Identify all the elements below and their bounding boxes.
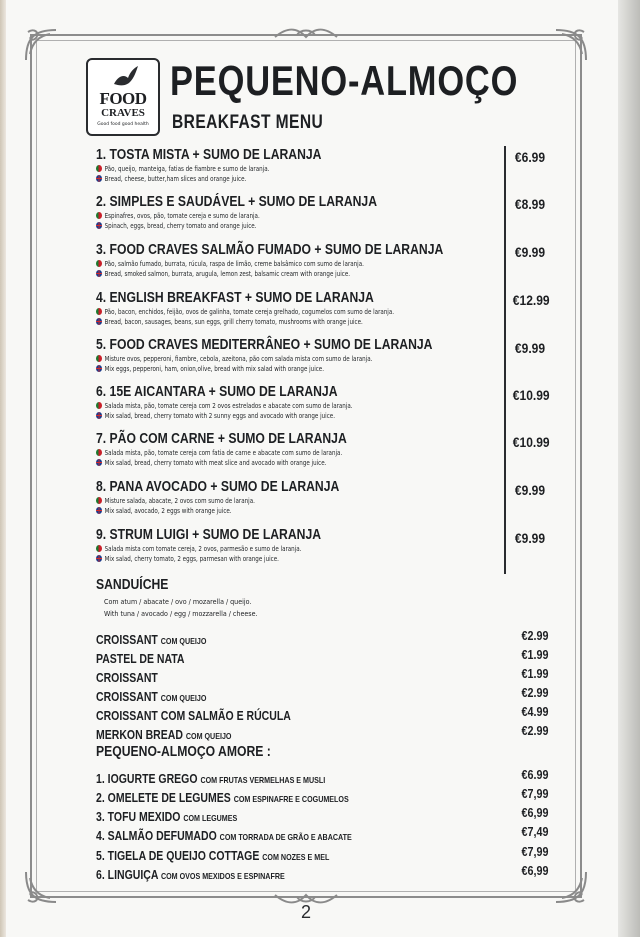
- item-description-en: Mix salad, bread, cherry tomato with 2 sunny eggs and avocado with orange juice.: [104, 410, 335, 420]
- uk-flag-icon: [96, 318, 102, 325]
- amore-item-extra: COM NOZES E MEL: [262, 852, 330, 862]
- item-name: FOOD CRAVES SALMÃO FUMADO: [109, 242, 311, 258]
- item-description-pt: Salada mista com tomate cereja, 2 ovos, parmesão e sumo de laranja.: [104, 544, 302, 553]
- pastry-name: CROISSANT: [96, 671, 158, 685]
- amore-item-name: 6. LINGUIÇA: [96, 868, 159, 882]
- pastry-extra: COM QUEIJO: [185, 731, 232, 741]
- item-name: 15E AICANTARA: [109, 384, 206, 400]
- amore-row: [96, 787, 456, 807]
- item-number: 4.: [96, 290, 107, 306]
- menu-item: [96, 431, 496, 467]
- item-description-en: Bread, smoked salmon, burrata, arugula, lemon zest, balsamic cream with orange juice.: [104, 268, 351, 278]
- item-price: €9.99: [514, 244, 546, 260]
- pastry-name: MERKON BREAD: [96, 728, 183, 742]
- item-extra: + SUMO DE LARANJA: [208, 384, 338, 400]
- sanduiche-options-pt: Com atum / abacate / ovo / mozarella / queijo.: [104, 597, 252, 606]
- page-edge-shadow: [618, 0, 640, 937]
- page-title: PEQUENO-ALMOÇO: [170, 57, 519, 104]
- item-price: €12.99: [512, 292, 550, 308]
- price-column-divider: [504, 146, 506, 574]
- top-flourish-icon: [271, 23, 341, 45]
- item-extra: + SUMO DE LARANJA: [210, 479, 340, 495]
- uk-flag-icon: [96, 175, 102, 182]
- uk-flag-icon: [96, 412, 102, 419]
- item-extra: + SUMO DE LARANJA: [192, 527, 322, 543]
- menu-item: [96, 384, 496, 420]
- item-description-en: Mix salad, avocado, 2 eggs with orange juice.: [104, 505, 232, 515]
- menu-item: [96, 147, 496, 183]
- pastry-price: €2.99: [521, 686, 549, 700]
- item-number: 3.: [96, 242, 107, 258]
- item-description-pt: Pão, bacon, enchidos, feijão, ovos de galinha, tomate cereja grelhado, cogumelos com sumo de laranja.: [104, 307, 395, 316]
- amore-item-price: €7,99: [521, 845, 549, 859]
- pastry-price: €4.99: [521, 705, 549, 719]
- item-price: €9.99: [514, 340, 546, 356]
- amore-item-extra: COM TORRADA DE GRÃO E ABACATE: [219, 832, 352, 842]
- portugal-flag-icon: [96, 260, 102, 267]
- amore-title: PEQUENO-ALMOÇO AMORE :: [96, 744, 271, 760]
- item-price: €6.99: [514, 149, 546, 165]
- portugal-flag-icon: [96, 212, 102, 219]
- uk-flag-icon: [96, 555, 102, 562]
- sanduiche-options-en: With tuna / avocado / egg / mozzarella / cheese.: [104, 609, 258, 618]
- item-name: PÃO COM CARNE: [109, 431, 215, 447]
- sanduiche-title: SANDUÍCHE: [96, 577, 169, 593]
- amore-item-name: 3. TOFU MEXIDO: [96, 810, 181, 824]
- portugal-flag-icon: [96, 497, 102, 504]
- item-description-en: Bread, bacon, sausages, beans, sun eggs, grill cherry tomato, mushrooms with orange juice.: [104, 316, 363, 326]
- corner-flourish-icon: [550, 24, 592, 66]
- pastry-name: CROISSANT: [96, 633, 158, 647]
- uk-flag-icon: [96, 507, 102, 514]
- portugal-flag-icon: [96, 402, 102, 409]
- amore-row: [96, 806, 456, 826]
- item-name: TOSTA MISTA: [109, 147, 190, 163]
- item-description-pt: Pão, queijo, manteiga, fatias de fiambre e sumo de laranja.: [104, 164, 270, 173]
- item-extra: + SUMO DE LARANJA: [303, 337, 433, 353]
- amore-row: [96, 768, 456, 788]
- logo-word-food: FOOD: [99, 89, 147, 108]
- item-price: €9.99: [514, 530, 546, 546]
- portugal-flag-icon: [96, 355, 102, 362]
- item-number: 8.: [96, 479, 107, 495]
- corner-flourish-icon: [20, 24, 62, 66]
- portugal-flag-icon: [96, 545, 102, 552]
- corner-flourish-icon: [20, 866, 62, 908]
- uk-flag-icon: [96, 222, 102, 229]
- portugal-flag-icon: [96, 165, 102, 172]
- item-extra: + SUMO DE LARANJA: [217, 431, 347, 447]
- item-number: 6.: [96, 384, 107, 400]
- item-description-pt: Misture ovos, pepperoni, fiambre, cebola, azeitona, pão com salada mista com sumo de laranja.: [104, 354, 373, 363]
- pastry-row: [96, 724, 456, 744]
- pastry-name: CROISSANT: [96, 690, 158, 704]
- amore-row: [96, 845, 456, 865]
- menu-item: [96, 337, 496, 373]
- menu-item: [96, 194, 496, 230]
- page-number: 2: [300, 902, 311, 922]
- pastry-row: [96, 686, 456, 706]
- portugal-flag-icon: [96, 449, 102, 456]
- item-name: SIMPLES E SAUDÁVEL: [109, 194, 245, 210]
- item-name: STRUM LUIGI: [109, 527, 189, 543]
- item-extra: + SUMO DE LARANJA: [192, 147, 322, 163]
- item-name: FOOD CRAVES MEDITERRÂNEO: [109, 337, 301, 353]
- item-price: €8.99: [514, 196, 546, 212]
- item-name: PANA AVOCADO: [109, 479, 207, 495]
- pastry-name: PASTEL DE NATA: [96, 652, 185, 666]
- item-price: €10.99: [512, 387, 550, 403]
- logo-word-craves: CRAVES: [101, 107, 145, 119]
- amore-item-price: €6,99: [521, 864, 549, 878]
- amore-item-price: €6.99: [521, 768, 549, 782]
- uk-flag-icon: [96, 459, 102, 466]
- menu-item: [96, 479, 496, 515]
- amore-item-extra: COM ESPINAFRE E COGUMELOS: [233, 794, 349, 804]
- menu-item: [96, 290, 496, 326]
- uk-flag-icon: [96, 365, 102, 372]
- item-description-en: Bread, cheese, butter,ham slices and orange juice.: [104, 173, 247, 183]
- item-description-en: Mix eggs, pepperoni, ham, onion,olive, bread with mix salad with orange juice.: [104, 363, 325, 373]
- pastry-price: €2.99: [521, 724, 549, 738]
- item-number: 2.: [96, 194, 107, 210]
- item-number: 1.: [96, 147, 107, 163]
- pastry-row: [96, 629, 456, 649]
- item-number: 7.: [96, 431, 107, 447]
- amore-item-extra: COM OVOS MEXIDOS E ESPINAFRE: [160, 871, 285, 881]
- item-description-en: Mix salad, cherry tomato, 2 eggs, parmesan with orange juice.: [104, 553, 279, 563]
- amore-item-price: €7,99: [521, 787, 549, 801]
- corner-flourish-icon: [550, 866, 592, 908]
- item-price: €10.99: [512, 434, 550, 450]
- pastry-row: [96, 667, 456, 687]
- item-number: 5.: [96, 337, 107, 353]
- menu-item: [96, 242, 496, 278]
- uk-flag-icon: [96, 270, 102, 277]
- amore-item-name: 2. OMELETE DE LEGUMES: [96, 791, 231, 805]
- amore-item-price: €7,49: [521, 825, 549, 839]
- item-name: ENGLISH BREAKFAST: [109, 290, 242, 306]
- amore-item-price: €6,99: [521, 806, 549, 820]
- pastry-row: [96, 648, 456, 668]
- item-price: €9.99: [514, 482, 546, 498]
- item-description-pt: Pão, salmão fumado, burrata, rúcula, raspa de limão, creme balsâmico com sumo de laranja.: [104, 259, 364, 268]
- food-craves-logo: [86, 58, 160, 136]
- item-extra: + SUMO DE LARANJA: [244, 290, 374, 306]
- logo-tagline: Good food good health: [97, 122, 149, 127]
- item-description-pt: Misture salada, abacate, 2 ovos com sumo de laranja.: [104, 496, 255, 505]
- amore-item-extra: COM LEGUMES: [183, 813, 238, 823]
- item-extra: + SUMO DE LARANJA: [248, 194, 377, 210]
- amore-row: [96, 864, 456, 884]
- item-description-pt: Salada mista, pão, tomate cereja com 2 ovos estrelados e abacate com sumo de laranja.: [104, 401, 353, 410]
- pastry-price: €1.99: [521, 667, 549, 681]
- amore-row: [96, 825, 456, 845]
- item-description-pt: Espinafres, ovos, pão, tomate cereja e sumo de laranja.: [104, 211, 260, 220]
- amore-item-name: 1. IOGURTE GREGO: [96, 772, 198, 786]
- pastry-extra: COM QUEIJO: [160, 636, 207, 646]
- item-description-pt: Salada mista, pão, tomate cereja com fatia de carne e abacate com sumo de laranja.: [104, 448, 343, 457]
- pastry-extra: COM QUEIJO: [160, 693, 207, 703]
- menu-item: [96, 527, 496, 563]
- pastry-price: €2.99: [521, 629, 549, 643]
- portugal-flag-icon: [96, 308, 102, 315]
- item-extra: + SUMO DE LARANJA: [314, 242, 444, 258]
- pastry-row: [96, 705, 456, 725]
- amore-item-extra: COM FRUTAS VERMELHAS E MUSLI: [200, 775, 326, 785]
- page-subtitle: BREAKFAST MENU: [172, 112, 324, 133]
- item-description-en: Spinach, eggs, bread, cherry tomato and orange juice.: [104, 220, 257, 230]
- item-number: 9.: [96, 527, 107, 543]
- amore-item-name: 4. SALMÃO DEFUMADO: [96, 829, 217, 843]
- pastry-name: CROISSANT COM SALMÃO E RÚCULA: [96, 709, 291, 723]
- item-description-en: Mix salad, bread, cherry tomato with meat slice and avocado with orange juice.: [104, 457, 327, 467]
- pastry-price: €1.99: [521, 648, 549, 662]
- bird-icon: [110, 64, 140, 90]
- amore-item-name: 5. TIGELA DE QUEIJO COTTAGE: [96, 849, 260, 863]
